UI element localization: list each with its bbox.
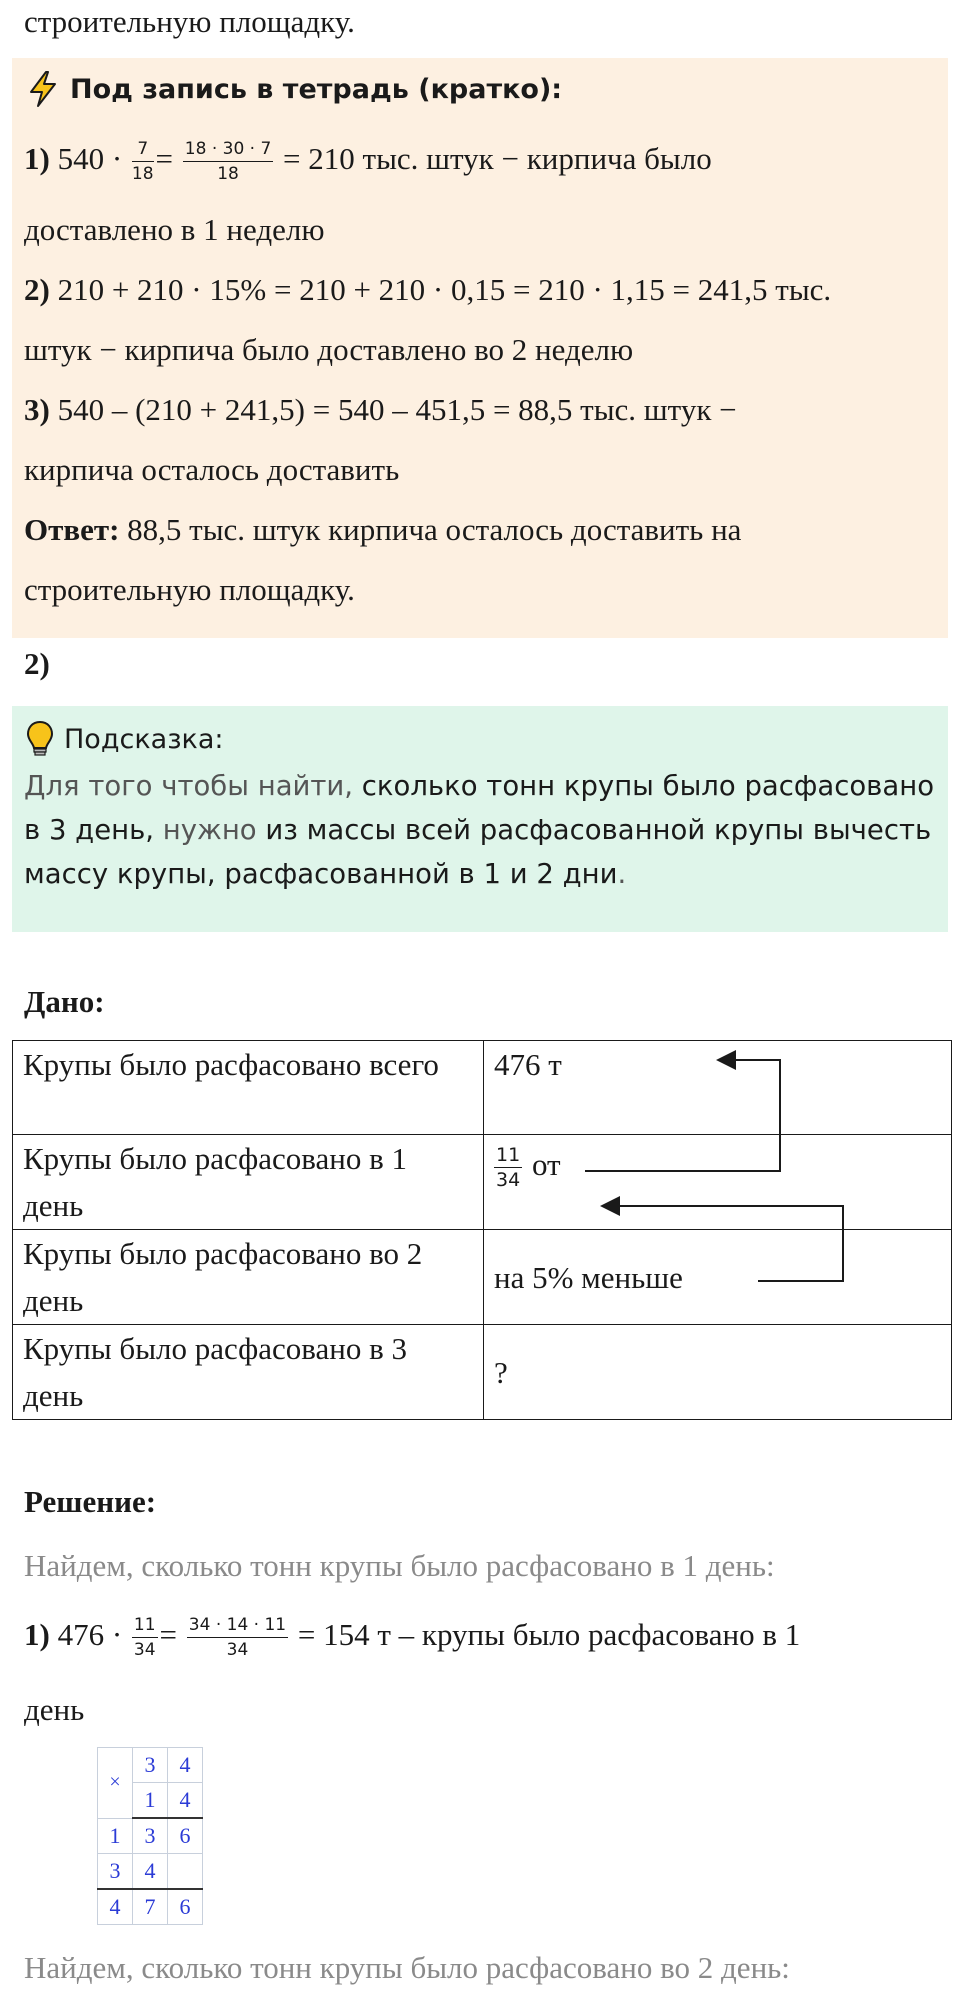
prev-text-tail: строительную площадку. (24, 4, 355, 39)
grid-cell (168, 1854, 203, 1890)
grid-cell: 3 (98, 1854, 133, 1890)
fraction: $\frac{11}{34}$ (496, 1144, 521, 1192)
nb-answer-line2: строительную площадку. (24, 572, 355, 607)
part-label: 2) (24, 646, 50, 681)
fraction: $\frac{34 \cdot 14 \cdot 11}{34}$ (188, 1615, 287, 1661)
nb-step2-line2: штук − кирпича было доставлено во 2 неделю (24, 332, 634, 367)
multiplication-grid (97, 1747, 203, 1925)
notebook-title-text: Под запись в тетрадь (кратко): (70, 73, 563, 105)
row-value: $\frac{11}{34}$ от (484, 1135, 952, 1230)
nb-step1-line2: доставлено в 1 неделю (24, 212, 325, 247)
solution-step1-line2: день (24, 1692, 85, 1727)
row-value: на 5% меньше (484, 1230, 952, 1325)
grid-cell: 7 (133, 1889, 168, 1925)
fraction: $\frac{18 \cdot 30 \cdot 7}{18}$ (184, 139, 272, 185)
row-label: Крупы было расфасовано во 2 день (13, 1230, 484, 1325)
grid-cell: 4 (133, 1854, 168, 1890)
grid-cell: 4 (168, 1783, 203, 1819)
fraction: $\frac{7}{18}$ (131, 139, 154, 185)
given-title: Дано: (24, 984, 105, 1019)
times-sign: × (98, 1748, 133, 1819)
expr-part: 540 · (57, 141, 123, 176)
nb-step2: 2) 210 + 210 · 15% = 210 + 210 · 0,15 = 210 · 1,15 = 241,5 тыс. (24, 272, 832, 307)
step-label: 1) (24, 141, 50, 176)
fraction: $\frac{11}{34}$ (133, 1615, 156, 1661)
solution-intro-1: Найдем, сколько тонн крупы было расфасовано в 1 день: (24, 1548, 775, 1583)
grid-cell: 4 (168, 1748, 203, 1783)
grid-cell: 6 (168, 1889, 203, 1925)
equals: = (155, 141, 174, 176)
grid-cell: 6 (168, 1818, 203, 1854)
solution-intro-2: Найдем, сколько тонн крупы было расфасовано во 2 день: (24, 1950, 790, 1985)
grid-cell: 4 (98, 1889, 133, 1925)
expr-rest: = 210 тыс. штук − кирпича было (283, 141, 712, 176)
nb-step3: 3) 540 – (210 + 241,5) = 540 – 451,5 = 88,5 тыс. штук − (24, 392, 737, 427)
hint-title-text: Подсказка: (64, 723, 224, 755)
arrow-day2-to-day1 (602, 1206, 843, 1281)
row-label: Крупы было расфасовано всего (13, 1041, 484, 1135)
grid-cell: 1 (98, 1818, 133, 1854)
nb-step3-line2: кирпича осталось доставить (24, 452, 400, 487)
grid-cell: 3 (133, 1818, 168, 1854)
row-value: ? (484, 1325, 952, 1420)
solution-step1: 1) 476 · $\frac{11}{34}$ = $\frac{34 \cdot 14 \cdot 11}{34}$ = 154 т – крупы было расфасовано в 1 (24, 1615, 801, 1661)
solution-title: Решение: (24, 1484, 157, 1519)
row-value: 476 т (484, 1041, 952, 1135)
arrow-day1-to-total (585, 1060, 780, 1171)
row-label: Крупы было расфасовано в 1 день (13, 1135, 484, 1230)
row-label: Крупы было расфасовано в 3 день (13, 1325, 484, 1420)
nb-answer: Ответ: 88,5 тыс. штук кирпича осталось доставить на (24, 512, 742, 547)
hint-text: Для того чтобы найти, сколько тонн крупы было расфасовано в 3 день, нужно из массы всей расфасованной крупы вычесть массу крупы, расфасованной в 1 и 2 дни. (24, 770, 935, 890)
grid-cell: 1 (133, 1783, 168, 1819)
grid-cell: 3 (133, 1748, 168, 1783)
